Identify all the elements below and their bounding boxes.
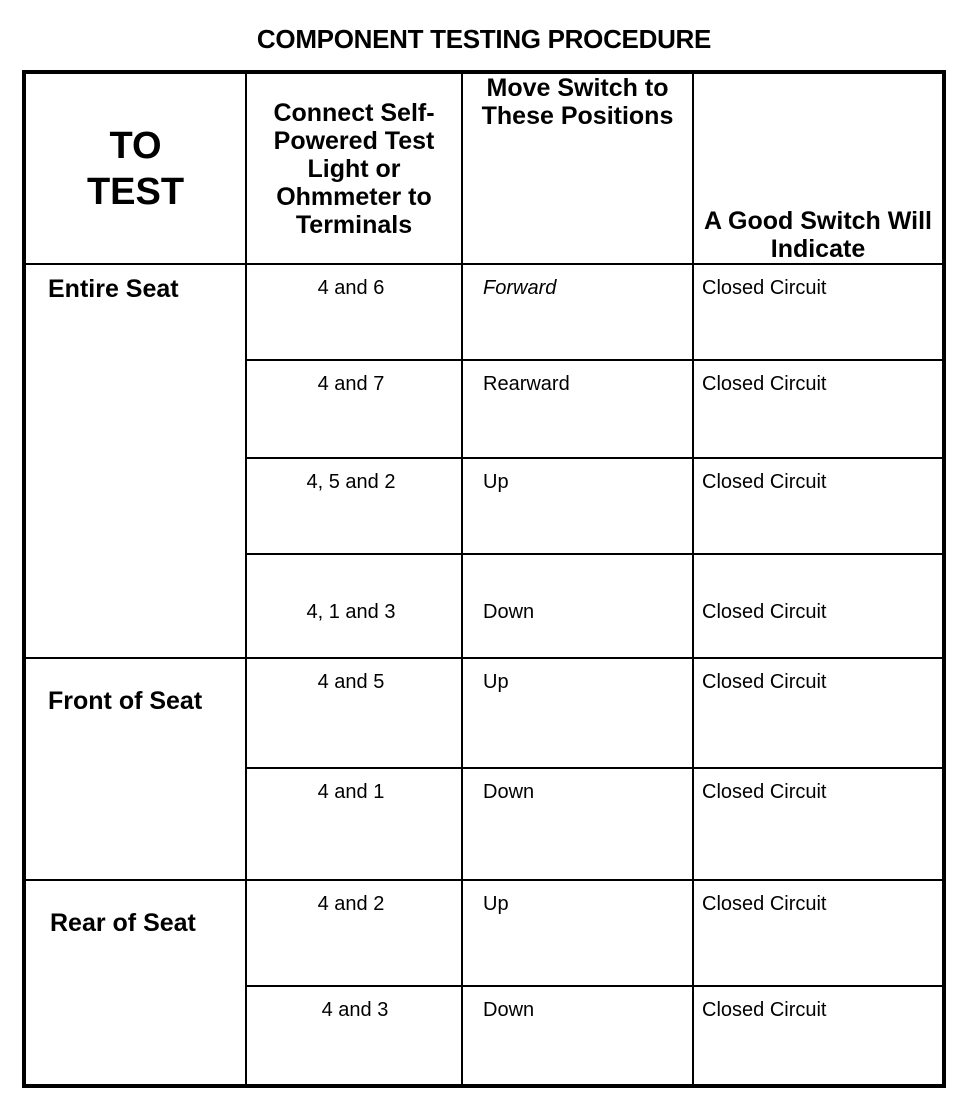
result-cell: Closed Circuit: [693, 360, 944, 458]
group-front-of-seat: Front of Seat: [24, 658, 246, 880]
position-cell: Up: [462, 880, 693, 986]
table-row: [24, 880, 944, 986]
position-cell: Down: [462, 554, 693, 658]
result-cell: Closed Circuit: [693, 554, 944, 658]
table-row: [24, 264, 944, 360]
result-cell: Closed Circuit: [693, 880, 944, 986]
group-rear-of-seat: Rear of Seat: [24, 880, 246, 1086]
position-cell: Up: [462, 458, 693, 554]
header-to-test-line2: TEST: [86, 170, 185, 213]
terminals-cell: 4 and 6: [246, 264, 462, 360]
terminals-cell: 4 and 7: [246, 360, 462, 458]
result-cell: Closed Circuit: [693, 458, 944, 554]
header-indication: A Good Switch Will Indicate: [693, 72, 944, 264]
result-cell: Closed Circuit: [693, 986, 944, 1086]
position-cell: Up: [462, 658, 693, 768]
table-row: [24, 658, 944, 768]
position-cell: Down: [462, 768, 693, 880]
result-cell: Closed Circuit: [693, 264, 944, 360]
header-terminals: Connect Self-Powered Test Light or Ohmmeter to Terminals: [246, 72, 462, 264]
position-cell: Down: [462, 986, 693, 1086]
terminals-cell: 4 and 3: [246, 986, 462, 1086]
terminals-cell: 4 and 1: [246, 768, 462, 880]
header-row: [24, 72, 944, 264]
header-to-test: [24, 72, 246, 264]
result-cell: Closed Circuit: [693, 658, 944, 768]
header-positions: Move Switch to These Positions: [462, 72, 693, 264]
position-cell: Rearward: [462, 360, 693, 458]
terminals-cell: 4 and 2: [246, 880, 462, 986]
terminals-cell: 4 and 5: [246, 658, 462, 768]
terminals-cell: 4, 5 and 2: [246, 458, 462, 554]
position-cell: Forward: [462, 264, 693, 360]
group-entire-seat: Entire Seat: [24, 264, 246, 658]
result-cell: Closed Circuit: [693, 768, 944, 880]
terminals-cell: 4, 1 and 3: [246, 554, 462, 658]
component-testing-table: [22, 70, 946, 1088]
header-to-test-line1: TO: [109, 124, 162, 167]
document-title: COMPONENT TESTING PROCEDURE: [256, 24, 712, 54]
